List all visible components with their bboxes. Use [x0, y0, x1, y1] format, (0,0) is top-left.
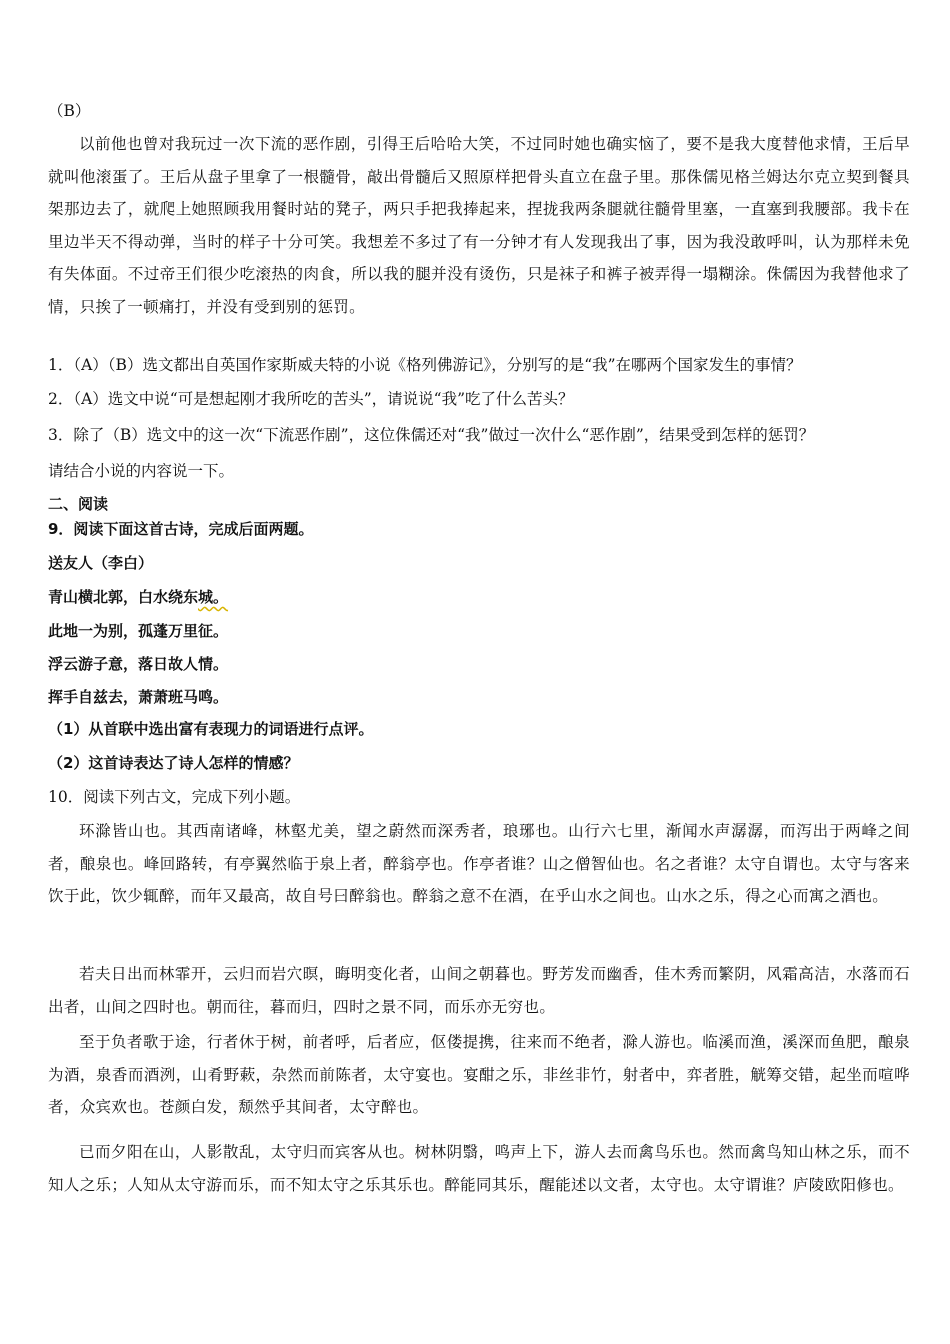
poem-title: 送友人（李白）	[48, 554, 154, 572]
section-b-label: （B）	[48, 102, 91, 120]
question-3-continued: 请结合小说的内容说一下。	[48, 462, 235, 480]
question-1: 1．（A）（B）选文都出自英国作家斯威夫特的小说《格列佛游记》，分别写的是“我”在哪两个国家发生的事情？	[48, 356, 802, 374]
poem-subquestion-2: （2）这首诗表达了诗人怎样的情感？	[48, 754, 299, 772]
essay-paragraph-4: 已而夕阳在山，人影散乱，太守归而宾客从也。树林阴翳，鸣声上下，游人去而禽鸟乐也。然而禽鸟知山林之乐，而不知人之乐；人知从太守游而乐，而不知太守之乐其乐也。醉能同其乐，醒能述以文者，太守也。太守谓谁？庐陵欧阳修也。	[48, 1143, 910, 1194]
essay-paragraph-2: 若夫日出而林霏开，云归而岩穴暝，晦明变化者，山间之朝暮也。野芳发而幽香，佳木秀而繁阴，风霜高洁，水落而石出者，山间之四时也。朝而往，暮而归，四时之景不同，而乐亦无穷也。	[48, 965, 910, 1016]
essay-paragraph-1: 环滁皆山也。其西南诸峰，林壑尤美，望之蔚然而深秀者，琅琊也。山行六七里，渐闻水声潺潺，而泻出于两峰之间者，酿泉也。峰回路转，有亭翼然临于泉上者，醉翁亭也。作亭者谁？山之僧智仙也。名之者谁？太守自谓也。太守与客来饮于此，饮少辄醉，而年又最高，故自号曰醉翁也。醉翁之意不在酒，在乎山水之间也。山水之乐，得之心而寓之酒也。	[48, 822, 910, 905]
question-2: 2．（A）选文中说“可是想起刚才我所吃的苦头”，请说说“我”吃了什么苦头？	[48, 390, 574, 408]
question-9: 9．阅读下面这首古诗，完成后面两题。	[48, 520, 314, 538]
poem-line-3: 浮云游子意，落日故人情。	[48, 655, 229, 673]
poem-subquestion-1: （1）从首联中选出富有表现力的词语进行点评。	[48, 720, 374, 738]
poem-line-1	[48, 586, 228, 608]
poem-line-1-marked: 城。	[198, 588, 229, 606]
poem-line-1-text: 青山横北郭，白水绕东	[48, 588, 199, 606]
poem-line-2: 此地一为别，孤蓬万里征。	[48, 622, 229, 640]
section-b-paragraph: 以前他也曾对我玩过一次下流的恶作剧，引得王后哈哈大笑，不过同时她也确实恼了，要不是我大度替他求情，王后早就叫他滚蛋了。王后从盘子里拿了一根髓骨，敲出骨髓后又照原样把骨头直立在盘子里。那侏儒见格兰姆达尔克立契到餐具架那边去了，就爬上她照顾我用餐时站的凳子，两只手把我捧起来，捏拢我两条腿就往髓骨里塞，一直塞到我腰部。我卡在里边半天不得动弹，当时的样子十分可笑。我想差不多过了有一分钟才有人发现我出了事，因为我没敢呼叫，认为那样未免有失体面。不过帝王们很少吃滚热的肉食，所以我的腿并没有烫伤，只是袜子和裤子被弄得一塌糊涂。侏儒因为我替他求了情，只挨了一顿痛打，并没有受到别的惩罚。	[48, 135, 910, 316]
essay-paragraph-3: 至于负者歌于途，行者休于树，前者呼，后者应，伛偻提携，往来而不绝者，滁人游也。临溪而渔，溪深而鱼肥，酿泉为酒，泉香而酒洌，山肴野蔌，杂然而前陈者，太守宴也。宴酣之乐，非丝非竹，射者中，弈者胜，觥筹交错，起坐而喧哗者，众宾欢也。苍颜白发，颓然乎其间者，太守醉也。	[48, 1033, 910, 1116]
question-10: 10．阅读下列古文，完成下列小题。	[48, 788, 301, 806]
question-3: 3．除了（B）选文中的这一次“下流恶作剧”，这位侏儒还对“我”做过一次什么“恶作剧”，结果受到怎样的惩罚？	[48, 426, 815, 444]
poem-line-4: 挥手自兹去，萧萧班马鸣。	[48, 688, 229, 706]
section-2-heading: 二、阅读	[48, 495, 109, 513]
